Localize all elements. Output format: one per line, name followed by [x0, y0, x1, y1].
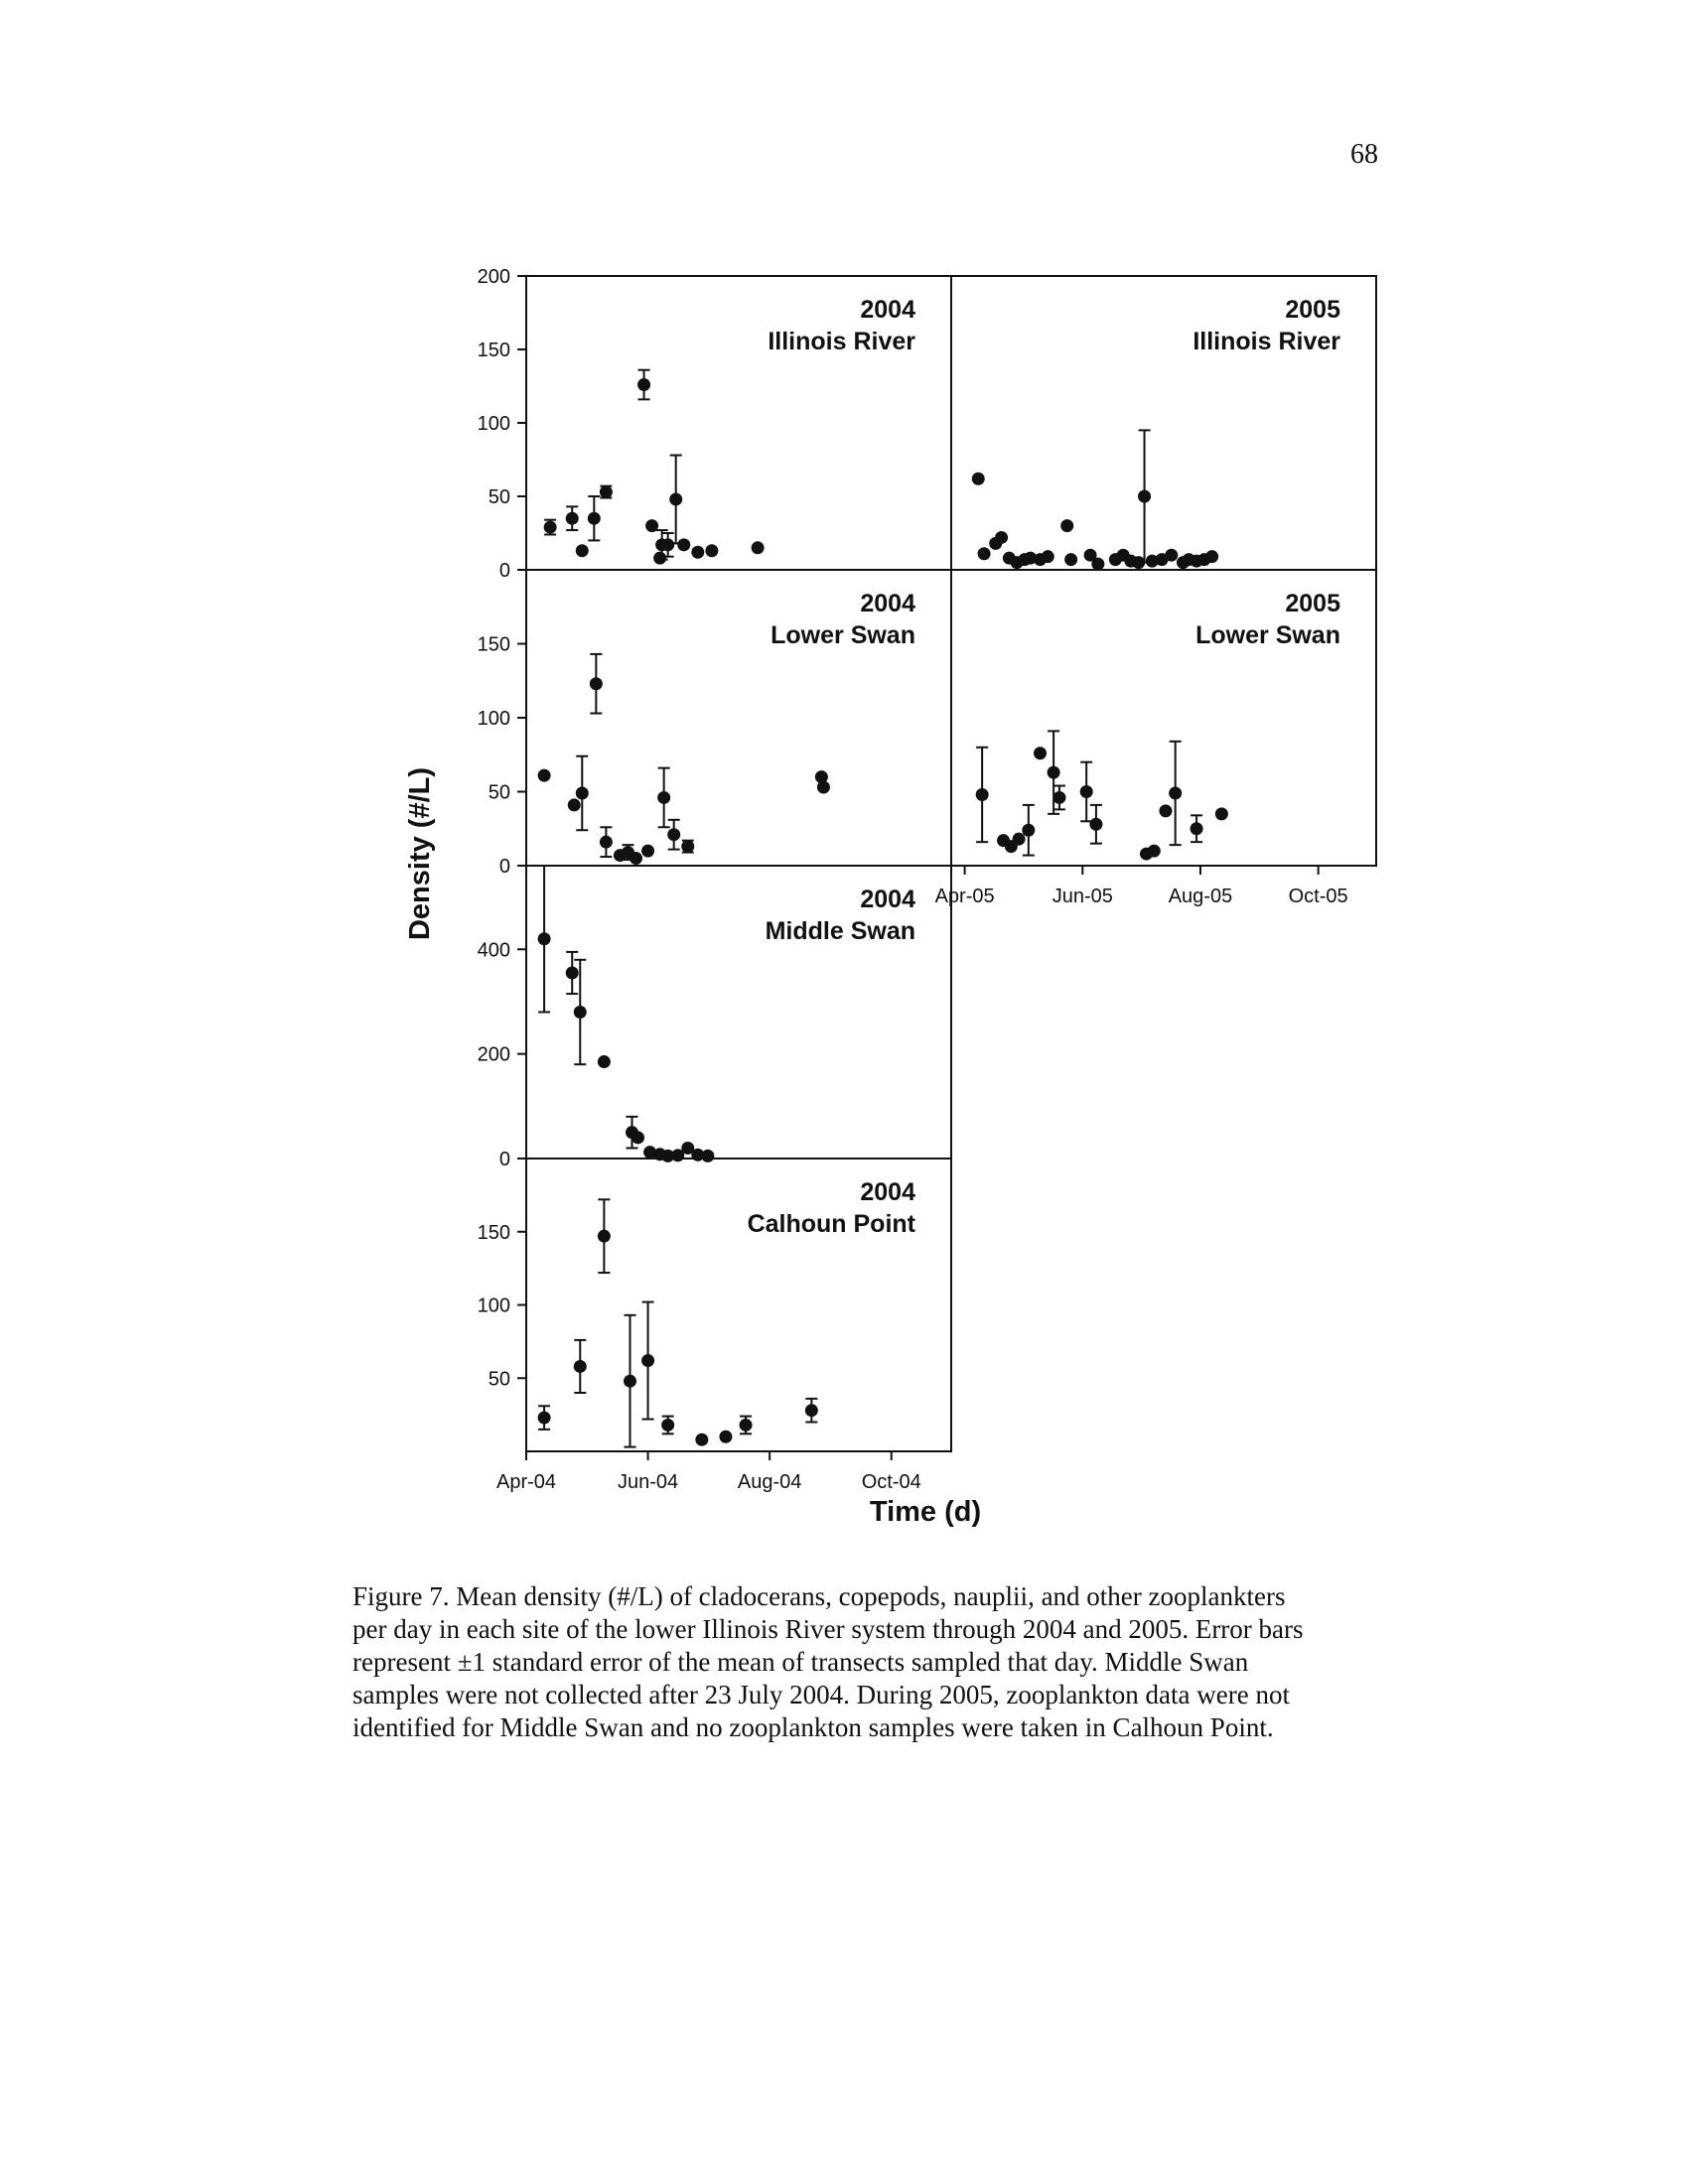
data-point: [817, 781, 830, 794]
data-point: [1022, 824, 1035, 837]
chart-panel-il2004: [478, 266, 951, 582]
data-point: [574, 1360, 587, 1373]
panel-title-line: Illinois River: [1193, 328, 1340, 355]
data-point: [598, 1055, 611, 1068]
data-point: [1148, 845, 1161, 858]
caption-line: Figure 7. Mean density (#/L) of cladocerans, copepods, nauplii, and other zooplankters: [352, 1581, 1286, 1611]
data-point: [667, 828, 680, 841]
data-point: [538, 1412, 551, 1425]
data-point: [681, 840, 694, 853]
y-tick-label: 0: [498, 856, 510, 878]
data-point: [576, 544, 589, 557]
data-point: [653, 552, 666, 565]
x-tick-label: Apr-04: [495, 1471, 557, 1493]
data-point: [576, 786, 589, 799]
y-tick-label: 50: [488, 486, 510, 508]
data-point: [1091, 558, 1104, 571]
chart-panel-ms2004: [478, 866, 951, 1170]
x-tick-label: Apr-05: [934, 886, 995, 907]
panel-title-line: 2004: [860, 296, 915, 324]
data-point: [995, 531, 1008, 544]
y-tick-label: 200: [477, 266, 510, 288]
data-point: [1191, 822, 1203, 835]
data-point: [701, 1150, 714, 1162]
y-tick-label: 150: [477, 633, 510, 656]
data-point: [1060, 519, 1073, 532]
data-point: [677, 538, 690, 551]
figure-caption: [352, 1580, 1430, 1744]
data-point: [566, 966, 579, 979]
caption-line: represent ±1 standard error of the mean of transects sampled that day. Middle Swan: [352, 1647, 1249, 1677]
data-point: [1205, 550, 1218, 563]
panel-title-line: Calhoun Point: [747, 1210, 915, 1238]
data-point: [1215, 807, 1228, 820]
x-tick-label: Oct-05: [1288, 886, 1348, 907]
caption-line: per day in each site of the lower Illinois River system through 2004 and 2005. Error bars: [352, 1614, 1304, 1644]
data-point: [1034, 747, 1047, 759]
data-point: [978, 547, 991, 560]
data-point: [657, 791, 670, 804]
data-point: [641, 845, 654, 858]
data-point: [624, 1375, 636, 1388]
panel-title-line: 2004: [860, 886, 915, 913]
page-number: 68: [1350, 139, 1378, 170]
y-tick-label: 400: [477, 939, 510, 962]
panel-title-line: 2004: [860, 1178, 915, 1206]
data-point: [590, 677, 603, 690]
data-point: [566, 512, 579, 525]
x-tick-label: Aug-04: [737, 1471, 802, 1493]
data-point: [1138, 490, 1151, 503]
data-point: [740, 1419, 753, 1432]
data-point: [637, 378, 650, 391]
data-point: [1080, 785, 1093, 798]
x-axis-title: Time (d): [869, 1496, 982, 1528]
y-tick-label: 100: [477, 1295, 510, 1317]
caption-line: samples were not collected after 23 July 2004. During 2005, zooplankton data were not: [352, 1680, 1290, 1709]
panel-title-line: Lower Swan: [1195, 621, 1340, 649]
data-point: [661, 538, 674, 551]
data-point: [1165, 549, 1178, 562]
data-point: [598, 1230, 611, 1243]
panel-title-line: 2004: [860, 590, 915, 617]
data-point: [600, 485, 613, 498]
data-point: [1042, 550, 1054, 563]
data-point: [600, 836, 613, 849]
data-point: [1048, 766, 1060, 779]
data-point: [1052, 791, 1065, 804]
x-tick-label: Jun-04: [617, 1471, 679, 1493]
panels-layer: [478, 266, 1376, 1493]
data-point: [1159, 804, 1172, 817]
y-tick-label: 100: [477, 708, 510, 730]
data-point: [752, 541, 765, 554]
y-tick-label: 150: [477, 340, 510, 361]
data-point: [1013, 833, 1026, 846]
y-tick-label: 50: [488, 1368, 510, 1391]
chart-panel-ls2004: [478, 570, 951, 878]
x-tick-label: Jun-05: [1052, 886, 1113, 907]
panel-title-line: 2005: [1285, 296, 1340, 324]
data-point: [805, 1404, 818, 1417]
data-point: [669, 492, 682, 505]
y-tick-label: 150: [477, 1221, 510, 1244]
panel-title-line: Illinois River: [768, 328, 915, 355]
x-tick-label: Oct-04: [861, 1471, 921, 1493]
data-point: [641, 1354, 654, 1367]
data-point: [976, 788, 989, 801]
panel-title-line: Middle Swan: [765, 917, 915, 945]
chart-panel-cp2004: [478, 1159, 951, 1493]
y-tick-label: 100: [477, 413, 510, 435]
data-point: [544, 521, 557, 534]
data-point: [630, 852, 642, 865]
y-tick-label: 200: [477, 1043, 510, 1066]
y-axis-title: Density (#/L): [404, 766, 436, 941]
chart-panel-il2005: [951, 276, 1376, 571]
data-point: [695, 1433, 708, 1446]
data-point: [1064, 553, 1077, 566]
y-tick-label: 0: [498, 1149, 510, 1170]
data-point: [705, 544, 718, 557]
x-tick-label: Aug-05: [1168, 886, 1233, 907]
y-tick-label: 0: [498, 560, 510, 582]
data-point: [588, 512, 601, 525]
data-point: [568, 798, 581, 811]
y-tick-label: 50: [488, 781, 510, 804]
chart-panel-ls2005: [935, 570, 1376, 907]
data-point: [972, 473, 985, 485]
panel-title-line: 2005: [1285, 590, 1340, 617]
data-point: [632, 1131, 644, 1144]
data-point: [691, 546, 704, 559]
data-point: [1169, 786, 1182, 799]
data-point: [538, 769, 551, 782]
data-point: [661, 1419, 674, 1432]
panel-title-line: Lower Swan: [771, 621, 915, 649]
data-point: [719, 1431, 732, 1443]
caption-line: identified for Middle Swan and no zooplankton samples were taken in Calhoun Point.: [352, 1712, 1274, 1742]
data-point: [538, 932, 551, 945]
data-point: [574, 1006, 587, 1019]
data-point: [1089, 818, 1102, 831]
